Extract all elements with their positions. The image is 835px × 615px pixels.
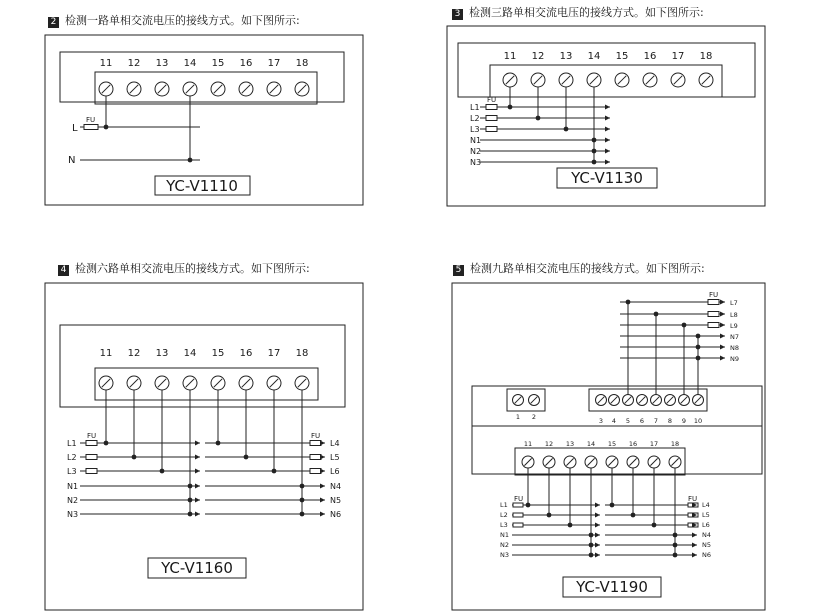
diagram-5-model-label: YC-V1190 bbox=[576, 578, 648, 596]
line-label-L2: L2 bbox=[67, 453, 77, 462]
arrow-head bbox=[195, 484, 200, 489]
line-label-N5: N5 bbox=[330, 496, 342, 505]
line-label-L3: L3 bbox=[500, 521, 508, 529]
terminal-label-15: 15 bbox=[211, 58, 225, 69]
junction-dot bbox=[188, 158, 193, 163]
terminal-label-12: 12 bbox=[531, 51, 545, 62]
junction-dot bbox=[526, 503, 531, 508]
diagram-2-model-label: YC-V1110 bbox=[166, 177, 238, 195]
arrow-head bbox=[320, 484, 325, 489]
line-label-N2: N2 bbox=[500, 541, 509, 549]
terminal-label-14: 14 bbox=[183, 58, 197, 69]
diagram-2-title: 2 检测一路单相交流电压的接线方式。如下图所示: bbox=[48, 14, 300, 28]
diagram-5-title: 5 检测九路单相交流电压的接线方式。如下图所示: bbox=[453, 262, 705, 276]
junction-dot bbox=[652, 523, 657, 528]
arrow-head bbox=[720, 300, 725, 305]
junction-dot bbox=[104, 441, 109, 446]
line-label-L5: L5 bbox=[702, 511, 710, 519]
diagram-3-title: 3 检测三路单相交流电压的接线方式。如下图所示: bbox=[452, 6, 704, 20]
junction-dot bbox=[592, 149, 597, 154]
arrow-head bbox=[195, 512, 200, 517]
arrow-head bbox=[595, 523, 600, 528]
line-label-L2: L2 bbox=[500, 511, 508, 519]
line-label-N6: N6 bbox=[330, 510, 342, 519]
junction-dot bbox=[592, 160, 597, 165]
terminal-label-11: 11 bbox=[99, 348, 113, 359]
junction-dot bbox=[673, 553, 678, 558]
terminal-label-13: 13 bbox=[155, 58, 169, 69]
junction-dot bbox=[132, 455, 137, 460]
line-label-L: L bbox=[72, 123, 78, 134]
arrow-head bbox=[605, 149, 610, 154]
terminal-label-18: 18 bbox=[670, 440, 680, 448]
junction-dot bbox=[160, 469, 165, 474]
line-label-L8: L8 bbox=[730, 311, 738, 319]
arrow-head bbox=[320, 455, 325, 460]
fuse-L4 bbox=[310, 441, 321, 446]
junction-dot bbox=[188, 484, 193, 489]
arrow-head bbox=[595, 503, 600, 508]
terminal-label-15: 15 bbox=[211, 348, 225, 359]
junction-dot bbox=[568, 523, 573, 528]
junction-dot bbox=[564, 127, 569, 132]
line-label-L7: L7 bbox=[730, 299, 738, 307]
arrow-head bbox=[605, 105, 610, 110]
arrow-head bbox=[595, 553, 600, 558]
line-label-L1: L1 bbox=[67, 439, 77, 448]
arrow-head bbox=[720, 312, 725, 317]
terminal-label-12: 12 bbox=[127, 58, 141, 69]
line-label-N7: N7 bbox=[730, 333, 739, 341]
line-label-L1: L1 bbox=[500, 501, 508, 509]
terminal-label-12: 12 bbox=[544, 440, 554, 448]
section-number-3: 3 bbox=[452, 9, 463, 20]
line-label-L3: L3 bbox=[67, 467, 77, 476]
terminal-label-16: 16 bbox=[239, 58, 253, 69]
fuse-L2 bbox=[486, 116, 497, 121]
terminal-label-13: 13 bbox=[559, 51, 573, 62]
junction-dot bbox=[272, 469, 277, 474]
arrow-head bbox=[605, 116, 610, 121]
diagram-3-terminal-block bbox=[490, 65, 722, 97]
fuse-L6 bbox=[310, 469, 321, 474]
fuse-label: FU bbox=[514, 495, 524, 503]
junction-dot bbox=[536, 116, 541, 121]
terminal-label-12: 12 bbox=[127, 348, 141, 359]
line-label-N8: N8 bbox=[730, 344, 739, 352]
terminal-label-5: 5 bbox=[625, 417, 631, 425]
terminal-label-17: 17 bbox=[267, 58, 281, 69]
fuse-L3 bbox=[486, 127, 497, 132]
junction-dot bbox=[631, 513, 636, 518]
fuse-label: FU bbox=[487, 96, 497, 104]
fuse-L bbox=[84, 125, 98, 130]
line-label-L5: L5 bbox=[330, 453, 340, 462]
terminal-label-16: 16 bbox=[628, 440, 638, 448]
junction-dot bbox=[104, 125, 109, 130]
terminal-label-16: 16 bbox=[239, 348, 253, 359]
line-label-L9: L9 bbox=[730, 322, 738, 330]
terminal-label-17: 17 bbox=[671, 51, 685, 62]
junction-dot bbox=[188, 512, 193, 517]
fuse-L2 bbox=[513, 513, 523, 517]
diagram-4-title: 4 检测六路单相交流电压的接线方式。如下图所示: bbox=[58, 262, 310, 276]
terminal-label-8: 8 bbox=[667, 417, 673, 425]
line-label-L4: L4 bbox=[702, 501, 710, 509]
terminal-label-14: 14 bbox=[586, 440, 596, 448]
line-label-N2: N2 bbox=[470, 147, 482, 156]
arrow-head bbox=[320, 441, 325, 446]
fuse-L9 bbox=[708, 323, 719, 328]
line-label-N: N bbox=[68, 155, 76, 166]
line-label-L3: L3 bbox=[470, 125, 480, 134]
fuse-L3 bbox=[86, 469, 97, 474]
line-label-N2: N2 bbox=[67, 496, 79, 505]
terminal-label-9: 9 bbox=[681, 417, 687, 425]
arrow-head bbox=[720, 323, 725, 328]
junction-dot bbox=[244, 455, 249, 460]
line-label-L2: L2 bbox=[470, 114, 480, 123]
line-label-L1: L1 bbox=[470, 103, 480, 112]
diagram-3-model-label: YC-V1130 bbox=[571, 169, 643, 187]
line-label-N1: N1 bbox=[470, 136, 482, 145]
arrow-head bbox=[720, 345, 725, 350]
fuse-L2 bbox=[86, 455, 97, 460]
arrow-head bbox=[720, 356, 725, 361]
junction-dot bbox=[682, 323, 687, 328]
section-number-4: 4 bbox=[58, 265, 69, 276]
fuse-L8 bbox=[708, 312, 719, 317]
junction-dot bbox=[547, 513, 552, 518]
terminal-label-13: 13 bbox=[155, 348, 169, 359]
arrow-head bbox=[595, 543, 600, 548]
terminal-label-10: 10 bbox=[693, 417, 703, 425]
section-number-5: 5 bbox=[453, 265, 464, 276]
terminal-label-3: 3 bbox=[598, 417, 604, 425]
line-label-L4: L4 bbox=[330, 439, 340, 448]
fuse-L7 bbox=[708, 300, 719, 305]
junction-dot bbox=[508, 105, 513, 110]
junction-dot bbox=[654, 312, 659, 317]
line-label-N1: N1 bbox=[500, 531, 509, 539]
terminal-label-11: 11 bbox=[523, 440, 533, 448]
arrow-head bbox=[195, 498, 200, 503]
terminal-label-11: 11 bbox=[99, 58, 113, 69]
fuse-label: FU bbox=[87, 432, 97, 440]
terminal-label-13: 13 bbox=[565, 440, 575, 448]
junction-dot bbox=[592, 138, 597, 143]
line-label-N6: N6 bbox=[702, 551, 711, 559]
line-label-N4: N4 bbox=[330, 482, 342, 491]
fuse-L5 bbox=[310, 455, 321, 460]
fuse-L3 bbox=[513, 523, 523, 527]
terminal-label-18: 18 bbox=[295, 58, 309, 69]
terminal-label-4: 4 bbox=[611, 417, 617, 425]
junction-dot bbox=[626, 300, 631, 305]
terminal-label-15: 15 bbox=[615, 51, 629, 62]
line-label-N1: N1 bbox=[67, 482, 79, 491]
junction-dot bbox=[188, 498, 193, 503]
arrow-head bbox=[605, 138, 610, 143]
terminal-label-2: 2 bbox=[531, 413, 537, 421]
fuse-label: FU bbox=[709, 291, 719, 299]
terminal-label-18: 18 bbox=[295, 348, 309, 359]
arrow-head bbox=[195, 469, 200, 474]
line-label-N9: N9 bbox=[730, 355, 739, 363]
arrow-head bbox=[720, 334, 725, 339]
arrow-head bbox=[195, 441, 200, 446]
junction-dot bbox=[610, 503, 615, 508]
junction-dot bbox=[300, 512, 305, 517]
fuse-label: FU bbox=[311, 432, 321, 440]
junction-dot bbox=[216, 441, 221, 446]
diagram-4-model-label: YC-V1160 bbox=[161, 559, 233, 577]
terminal-label-17: 17 bbox=[649, 440, 659, 448]
terminal-label-17: 17 bbox=[267, 348, 281, 359]
junction-dot bbox=[673, 533, 678, 538]
fuse-L1 bbox=[486, 105, 497, 110]
arrow-head bbox=[595, 513, 600, 518]
line-label-L6: L6 bbox=[330, 467, 340, 476]
arrow-head bbox=[692, 533, 697, 538]
junction-dot bbox=[673, 543, 678, 548]
terminal-label-1: 1 bbox=[515, 413, 521, 421]
terminal-label-18: 18 bbox=[699, 51, 713, 62]
junction-dot bbox=[589, 553, 594, 558]
junction-dot bbox=[300, 498, 305, 503]
terminal-label-14: 14 bbox=[587, 51, 601, 62]
junction-dot bbox=[589, 533, 594, 538]
terminal-label-16: 16 bbox=[643, 51, 657, 62]
line-label-N3: N3 bbox=[470, 158, 482, 167]
line-label-N3: N3 bbox=[500, 551, 509, 559]
arrow-head bbox=[320, 469, 325, 474]
section-number-2: 2 bbox=[48, 17, 59, 28]
arrow-head bbox=[692, 553, 697, 558]
fuse-L1 bbox=[86, 441, 97, 446]
arrow-head bbox=[692, 543, 697, 548]
line-label-N5: N5 bbox=[702, 541, 711, 549]
terminal-label-15: 15 bbox=[607, 440, 617, 448]
arrow-head bbox=[320, 498, 325, 503]
line-label-N3: N3 bbox=[67, 510, 79, 519]
arrow-head bbox=[595, 533, 600, 538]
junction-dot bbox=[696, 334, 701, 339]
arrow-head bbox=[320, 512, 325, 517]
terminal-label-14: 14 bbox=[183, 348, 197, 359]
arrow-head bbox=[605, 160, 610, 165]
fuse-label: FU bbox=[688, 495, 698, 503]
junction-dot bbox=[696, 345, 701, 350]
line-label-L6: L6 bbox=[702, 521, 710, 529]
terminal-label-6: 6 bbox=[639, 417, 645, 425]
junction-dot bbox=[300, 484, 305, 489]
terminal-label-11: 11 bbox=[503, 51, 517, 62]
arrow-head bbox=[605, 127, 610, 132]
junction-dot bbox=[589, 543, 594, 548]
terminal-label-7: 7 bbox=[653, 417, 659, 425]
fuse-L1 bbox=[513, 503, 523, 507]
fuse-label: FU bbox=[86, 116, 96, 124]
junction-dot bbox=[696, 356, 701, 361]
line-label-N4: N4 bbox=[702, 531, 711, 539]
arrow-head bbox=[195, 455, 200, 460]
